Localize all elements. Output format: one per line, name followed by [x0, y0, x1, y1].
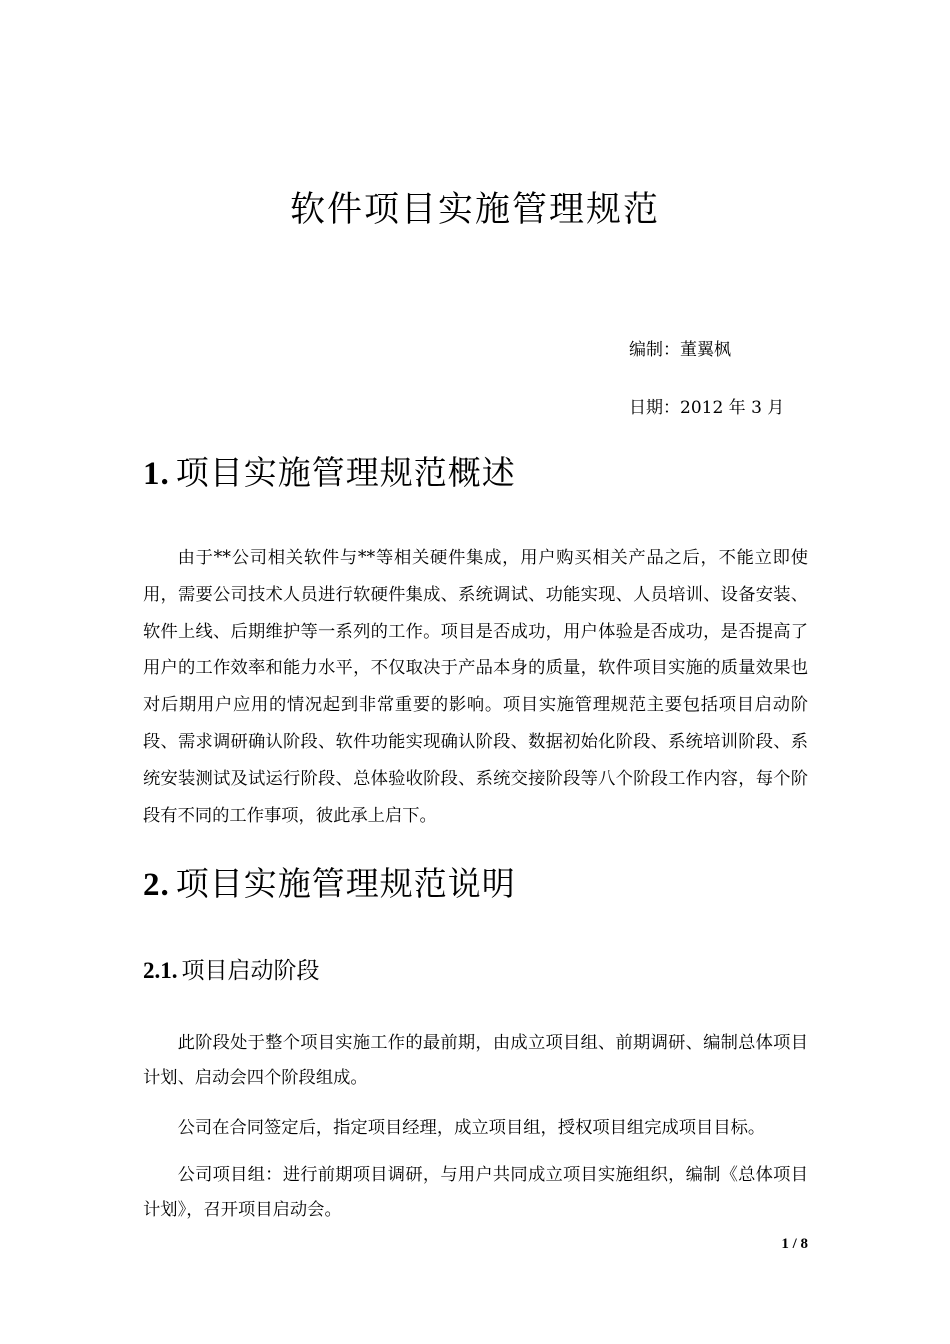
section-2-title: 项目实施管理规范说明 [175, 864, 516, 903]
section-1-title: 项目实施管理规范概述 [175, 453, 516, 492]
section-2-1-paragraph-3: 公司项目组：进行前期项目调研，与用户共同成立项目实施组织，编制《总体项目计划》，召开项目启动会。 [143, 1165, 808, 1220]
section-2-1-paragraph-1: 此阶段处于整个项目实施工作的最前期，由成立项目组、前期调研、编制总体项目计划、启动会四个阶段组成。 [143, 1033, 808, 1088]
section-2-number: 2. [143, 867, 170, 903]
page-indicator: 1 / 8 [781, 1236, 808, 1252]
section-2-1-number: 2.1. [143, 958, 178, 983]
document-title: 软件项目实施管理规范 [289, 190, 660, 230]
section-1-paragraph: 由于**公司相关软件与**等相关硬件集成，用户购买相关产品之后，不能立即使用，需要公司技术人员进行软硬件集成、系统调试、功能实现、人员培训、设备安装、软件上线、后期维护等一系列的工作。项目是否成功，用户体验是否成功，是否提高了用户的工作效率和能力水平，不仅取决于产品本身的质量，软件项目实施的质量效果也对后期用户应用的情况起到非常重要的影响。项目实施管理规范主要包括项目启动阶段、需求调研确认阶段、软件功能实现确认阶段、数据初始化阶段、系统培训阶段、系统安装测试及试运行阶段、总体验收阶段、系统交接阶段等八个阶段工作内容，每个阶段有不同的工作事项，彼此承上启下。 [143, 548, 808, 826]
date-line: 日期：2012 年 3 月 [629, 398, 785, 418]
section-2-1-paragraph-2: 公司在合同签定后，指定项目经理，成立项目组，授权项目组完成项目目标。 [177, 1118, 766, 1138]
section-2-1-heading [143, 955, 320, 987]
section-1-number: 1. [143, 456, 170, 492]
section-1-heading [143, 451, 516, 496]
section-2-heading [143, 862, 516, 907]
section-2-1-title: 项目启动阶段 [181, 958, 320, 984]
author-line: 编制：董翼枫 [629, 340, 731, 360]
